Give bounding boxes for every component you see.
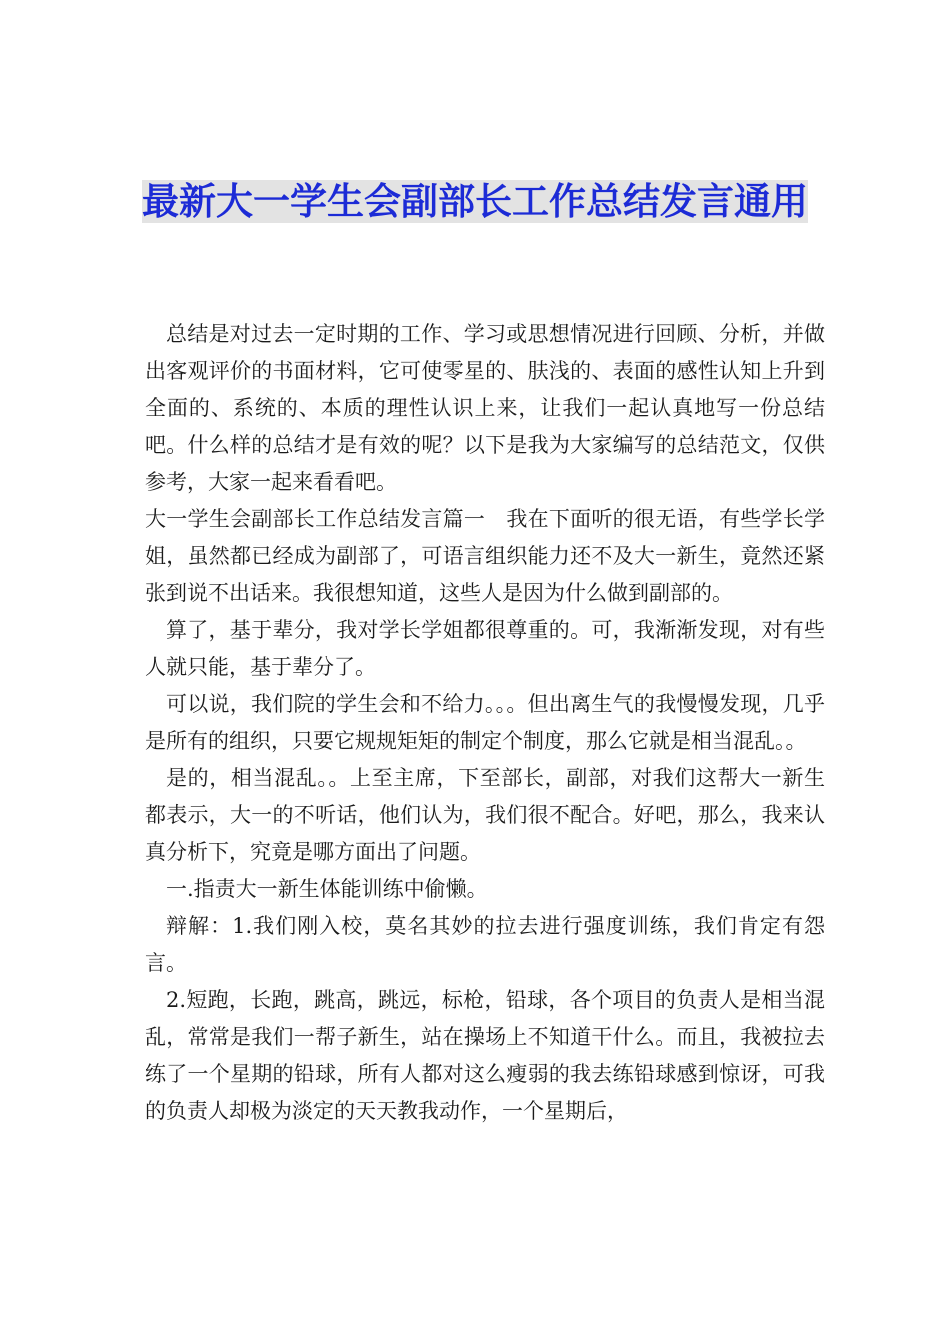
document-body [145, 316, 825, 1130]
paragraph: 算了，基于辈分，我对学长学姐都很尊重的。可，我渐渐发现，对有些人就只能，基于辈分了。 [145, 618, 825, 679]
paragraph: 总结是对过去一定时期的工作、学习或思想情况进行回顾、分析，并做出客观评价的书面材料，它可使零星的、肤浅的、表面的感性认知上升到全面的、系统的、本质的理性认识上来，让我们一起认真地写一份总结吧。什么样的总结才是有效的呢？以下是我为大家编写的总结范文，仅供参考，大家一起来看看吧。 [145, 322, 825, 494]
paragraph: 是的，相当混乱。。上至主席，下至部长，副部，对我们这帮大一新生都表示，大一的不听话，他们认为，我们很不配合。好吧，那么，我来认真分析下，究竟是哪方面出了问题。 [145, 766, 825, 864]
paragraph: 大一学生会副部长工作总结发言篇一 我在下面听的很无语，有些学长学姐，虽然都已经成为副部了，可语言组织能力还不及大一新生，竟然还紧张到说不出话来。我很想知道，这些人是因为什么做到副部的。 [145, 507, 825, 605]
paragraph: 2.短跑，长跑，跳高，跳远，标枪，铅球，各个项目的负责人是相当混乱，常常是我们一帮子新生，站在操场上不知道干什么。而且，我被拉去练了一个星期的铅球，所有人都对这么瘦弱的我去练铅球感到惊讶，可我的负责人却极为淡定的天天教我动作，一个星期后， [145, 988, 825, 1123]
document-title-text: 最新大一学生会副部长工作总结发言通用 [142, 180, 808, 223]
paragraph: 一.指责大一新生体能训练中偷懒。 [166, 877, 488, 901]
paragraph: 辩解：1.我们刚入校，莫名其妙的拉去进行强度训练，我们肯定有怨言。 [145, 914, 825, 975]
paragraph: 可以说，我们院的学生会和不给力。。。但出离生气的我慢慢发现，几乎是所有的组织，只要它规规矩矩的制定个制度，那么它就是相当混乱。。 [145, 692, 825, 753]
document-title [140, 176, 810, 228]
